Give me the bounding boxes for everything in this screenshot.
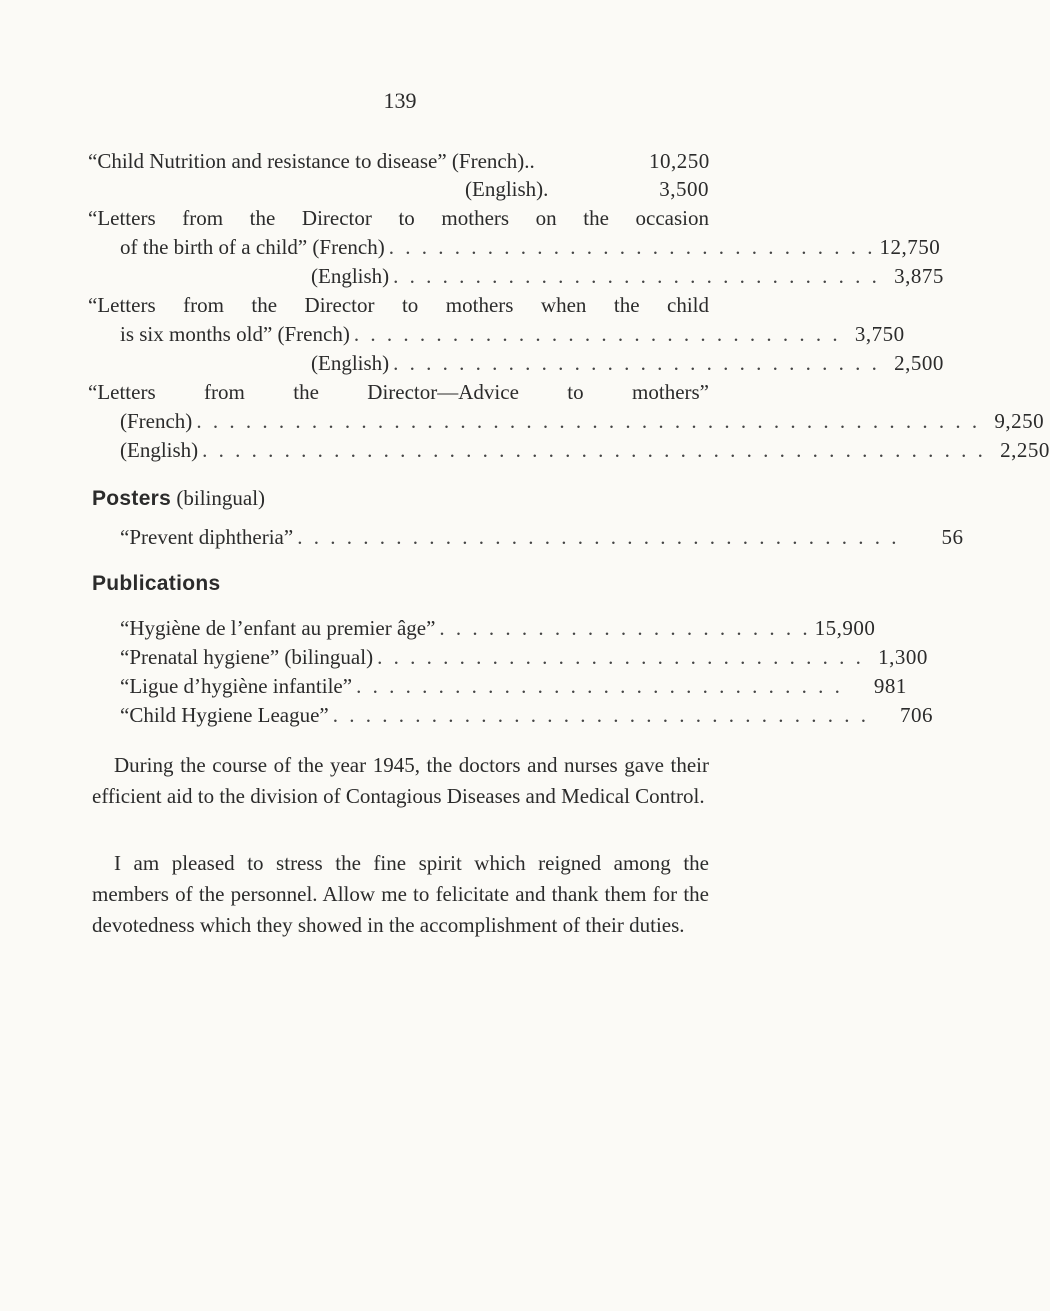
item-count: 3,500 [659, 177, 709, 201]
list-item [120, 700, 933, 730]
leader-dots: . . . . . . . . . . . . . . . . . . . . . . . . . . . . . . [353, 322, 841, 346]
item-title: (English) [120, 438, 199, 462]
list-item [120, 522, 964, 552]
list-item [311, 348, 944, 378]
leader-dots: . . . . . . . . . . . . . . . . . . . . . . . . . . . . . . . . . . . . . [297, 525, 900, 549]
item-count: 706 [900, 703, 933, 727]
paragraph: I am pleased to stress the fine spirit which reigned among the members of the personnel. Allow me to felicitate and thank them for the devotedness which they showed in the accomplishment of their duties. [92, 851, 709, 937]
list-item [120, 613, 876, 643]
list-item [88, 377, 709, 407]
posters-heading [92, 483, 265, 513]
list-item [88, 146, 709, 176]
item-title: “Letters from the Director—Advice to mothers” [88, 380, 709, 404]
item-title: (English) [311, 264, 390, 288]
list-item [120, 642, 928, 672]
item-count: 10,250 [649, 149, 710, 173]
item-title: “Child Hygiene League” [120, 703, 329, 727]
item-title: “Ligue d’hygiène infantile” [120, 674, 353, 698]
list-item [311, 261, 944, 291]
leader-dots: . . . . . . . . . . . . . . . . . . . . . . . . . . . . . . . . . [332, 703, 869, 727]
paragraph: During the course of the year 1945, the doctors and nurses gave their efficient aid to the division of Contagious Diseases and Medical Control. [92, 753, 709, 808]
leader-dots: . . . . . . . . . . . . . . . . . . . . . . . . . . . . . . [393, 351, 880, 375]
item-title: of the birth of a child” (French) [120, 235, 385, 259]
list-item [120, 232, 941, 262]
item-count: 56 [941, 525, 964, 549]
leader-dots: . . . . . . . . . . . . . . . . . . . . . . . . . . . . . . [377, 645, 864, 669]
leader-dots: . . . . . . . . . . . . . . . . . . . . . . . . . . . . . . [388, 235, 876, 259]
item-count: 981 [873, 674, 907, 698]
list-item [120, 435, 1050, 465]
body-text [92, 848, 709, 941]
item-title: “Letters from the Director to mothers on the occasion [88, 206, 709, 230]
item-count: 12,750 [879, 235, 941, 259]
item-title: is six months old” (French) [120, 322, 350, 346]
item-title: “Prenatal hygiene” (bilingual) [120, 645, 374, 669]
item-count: 15,900 [814, 616, 876, 640]
item-title: “Prevent diphtheria” [120, 525, 294, 549]
item-title: “Letters from the Director to mothers when the child [88, 293, 709, 317]
leader-dots: . . . . . . . . . . . . . . . . . . . . . . . . . . . . . . [393, 264, 880, 288]
item-title: (English) [311, 351, 390, 375]
list-item [88, 203, 709, 233]
leader-dots: . . . . . . . . . . . . . . . . . . . . . . . . . . . . . . . . . . . . . . . . . . . . . . . . [202, 438, 986, 462]
item-count: 2,500 [894, 351, 944, 375]
item-title: (French) [120, 409, 193, 433]
item-title: “Child Nutrition and resistance to disease” (French).. [88, 149, 535, 173]
leader-dots: . . . . . . . . . . . . . . . . . . . . . . . . . . . . . . [356, 674, 843, 698]
list-item [120, 406, 1045, 436]
posters-heading-title: Posters [92, 487, 172, 510]
item-title: (English). [465, 177, 549, 201]
list-item [465, 174, 709, 204]
leader-dots: . . . . . . . . . . . . . . . . . . . . . . . [439, 616, 811, 640]
list-item [120, 319, 905, 349]
item-count: 3,750 [854, 322, 905, 346]
item-title: “Hygiène de l’enfant au premier âge” [120, 616, 436, 640]
item-count: 9,250 [994, 409, 1045, 433]
item-count: 1,300 [878, 645, 928, 669]
list-item [120, 671, 907, 701]
list-item [88, 290, 709, 320]
posters-heading-note: (bilingual) [176, 486, 266, 510]
page-number: 139 [383, 88, 417, 113]
publications-heading [92, 568, 220, 598]
item-count: 3,875 [894, 264, 944, 288]
leader-dots: . . . . . . . . . . . . . . . . . . . . . . . . . . . . . . . . . . . . . . . . . . . . . . . . [196, 409, 981, 433]
item-count: 2,250 [1000, 438, 1050, 462]
publications-heading-title: Publications [92, 572, 221, 595]
body-text [92, 750, 709, 812]
